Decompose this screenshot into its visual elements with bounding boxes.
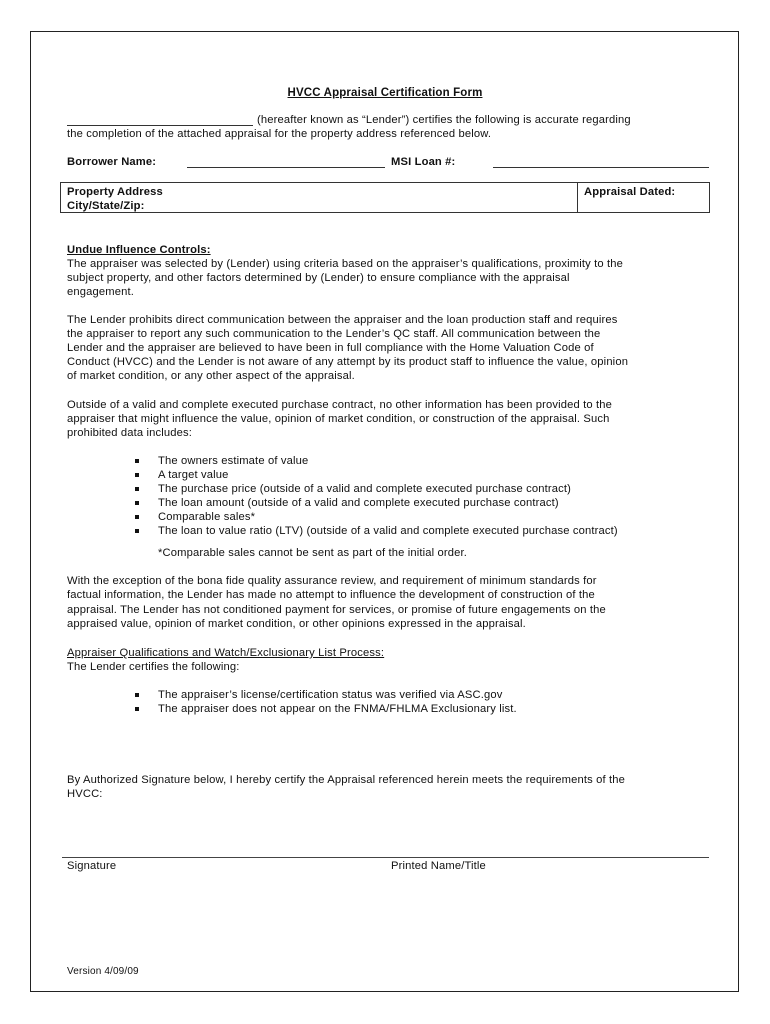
bullet-icon xyxy=(135,473,139,477)
bullet-icon xyxy=(135,459,139,463)
undue-p2-line: Lender and the appraiser are believed to have been in full compliance with the Home Valuation Code of xyxy=(67,342,594,354)
undue-p1-line: engagement. xyxy=(67,286,134,298)
undue-p3-line: Outside of a valid and complete executed purchase contract, no other information has been provided to the xyxy=(67,399,612,411)
property-box-divider xyxy=(577,183,578,212)
borrower-name-field[interactable] xyxy=(187,167,385,168)
prohibited-item: The loan to value ratio (LTV) (outside of a valid and complete executed purchase contract) xyxy=(158,525,618,537)
qualifications-heading: Appraiser Qualifications and Watch/Exclusionary List Process: xyxy=(67,647,385,659)
page-border xyxy=(30,31,739,992)
qualification-item: The appraiser’s license/certification status was verified via ASC.gov xyxy=(158,689,503,701)
prohibited-item: The owners estimate of value xyxy=(158,455,309,467)
city-state-zip-label: City/State/Zip: xyxy=(67,200,145,212)
prohibited-item: The loan amount (outside of a valid and complete executed purchase contract) xyxy=(158,497,559,509)
loan-number-field[interactable] xyxy=(493,167,709,168)
loan-number-label: MSI Loan #: xyxy=(391,156,456,168)
qualification-item: The appraiser does not appear on the FNMA/FHLMA Exclusionary list. xyxy=(158,703,517,715)
undue-p4-line: factual information, the Lender has made no attempt to influence the development of construction of the xyxy=(67,589,595,601)
bullet-icon xyxy=(135,501,139,505)
borrower-name-label: Borrower Name: xyxy=(67,156,157,168)
bullet-icon xyxy=(135,529,139,533)
undue-p1-line: The appraiser was selected by (Lender) using criteria based on the appraiser’s qualifications, proximity to the xyxy=(67,258,624,270)
undue-p4-line: appraised value, opinion of market condition, or other opinions expressed in the appraisal. xyxy=(67,618,526,630)
property-address-label: Property Address xyxy=(67,186,163,198)
undue-p2-line: Conduct (HVCC) and the Lender is not aware of any attempt by its product staff to influence the value, opinion xyxy=(67,356,629,368)
bullet-icon xyxy=(135,693,139,697)
undue-p1-line: subject property, and other factors determined by (Lender) to ensure compliance with the appraisal xyxy=(67,272,570,284)
bullet-icon xyxy=(135,707,139,711)
undue-p4-line: appraisal. The Lender has not conditioned payment for services, or promise of future engagements on the xyxy=(67,604,606,616)
prohibited-item: The purchase price (outside of a valid and complete executed purchase contract) xyxy=(158,483,571,495)
undue-p4-line: With the exception of the bona fide quality assurance review, and requirement of minimum standards for xyxy=(67,575,597,587)
version-label: Version 4/09/09 xyxy=(67,966,139,977)
lender-name-field[interactable] xyxy=(67,125,253,126)
undue-p3-line: appraiser that might influence the value, opinion of market condition, or construction of the appraisal. Such xyxy=(67,413,610,425)
prohibited-item: A target value xyxy=(158,469,229,481)
certification-line-1: By Authorized Signature below, I hereby certify the Appraisal referenced herein meets the requirements of the xyxy=(67,774,626,786)
printed-name-title-label: Printed Name/Title xyxy=(391,860,486,872)
bullet-icon xyxy=(135,515,139,519)
undue-p3-line: prohibited data includes: xyxy=(67,427,193,439)
undue-heading: Undue Influence Controls: xyxy=(67,244,211,256)
signature-line[interactable] xyxy=(62,857,709,858)
undue-p2-line: the appraiser to report any such communication to the Lender’s QC staff. All communication between the xyxy=(67,328,601,340)
intro-line-1: (hereafter known as “Lender”) certifies the following is accurate regarding xyxy=(257,114,631,126)
intro-line-2: the completion of the attached appraisal for the property address referenced below. xyxy=(67,128,492,140)
appraisal-dated-label: Appraisal Dated: xyxy=(584,186,676,198)
signature-label: Signature xyxy=(67,860,117,872)
form-title: HVCC Appraisal Certification Form xyxy=(287,87,483,99)
comparable-sales-footnote: *Comparable sales cannot be sent as part of the initial order. xyxy=(158,547,468,559)
bullet-icon xyxy=(135,487,139,491)
prohibited-item: Comparable sales* xyxy=(158,511,256,523)
certification-line-2: HVCC: xyxy=(67,788,103,800)
undue-p2-line: of market condition, or any other aspect of the appraisal. xyxy=(67,370,355,382)
qualifications-subheading: The Lender certifies the following: xyxy=(67,661,240,673)
undue-p2-line: The Lender prohibits direct communication between the appraiser and the loan production staff and requires xyxy=(67,314,618,326)
